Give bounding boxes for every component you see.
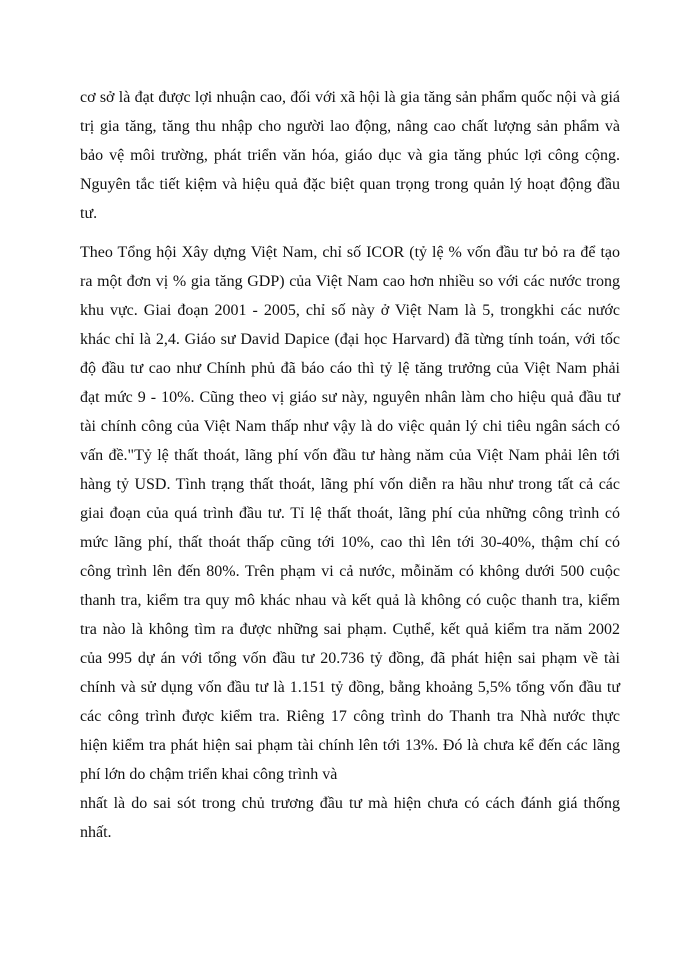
paragraph-3-line: nhất. <box>80 824 112 841</box>
paragraph-1-line: tư. <box>80 205 98 222</box>
paragraph-2-line: hàng tỷ USD. Tình trạng thất thoát, lãng phí vốn diễn ra hầu như trong tất cả các <box>80 476 620 493</box>
paragraph-2-line: các công trình được kiểm tra. Riêng 17 công trình do Thanh tra Nhà nước thực <box>80 708 620 725</box>
paragraph-2-line: giai đoạn của quá trình đầu tư. Tỉ lệ thất thoát, lãng phí của những công trình có <box>80 505 620 522</box>
paragraph-2-line: của 995 dự án với tổng vốn đầu tư 20.736 tỷ đồng, đã phát hiện sai phạm về tài <box>80 650 620 667</box>
paragraph-2-line: khác chỉ là 2,4. Giáo sư David Dapice (đại học Harvard) đã từng tính toán, với tốc <box>80 331 620 348</box>
paragraph-1-line: trị gia tăng, tăng thu nhập cho người lao động, nâng cao chất lượng sản phẩm và <box>80 118 620 135</box>
paragraph-2-line: công trình lên đến 80%. Trên phạm vi cả nước, mỗinăm có không dưới 500 cuộc <box>80 563 620 580</box>
paragraph-1-line: bảo vệ môi trường, phát triển văn hóa, giáo dục và gia tăng phúc lợi công cộng. <box>80 147 620 164</box>
paragraph-2-line: tra nào là không tìm ra được những sai phạm. Cụthể, kết quả kiểm tra năm 2002 <box>80 621 620 638</box>
paragraph-2-line: vấn đề."Tỷ lệ thất thoát, lãng phí vốn đầu tư hàng năm của Việt Nam phải lên tới <box>80 447 620 464</box>
paragraph-2-line: khu vực. Giai đoạn 2001 - 2005, chỉ số này ở Việt Nam là 5, trongkhi các nước <box>80 302 620 319</box>
paragraph-2-line: đạt mức 9 - 10%. Cũng theo vị giáo sư này, nguyên nhân làm cho hiệu quả đầu tư <box>80 389 620 406</box>
paragraph-2-line: tài chính công của Việt Nam thấp như vậy là do việc quản lý chi tiêu ngân sách có <box>80 418 620 435</box>
paragraph-2-line: phí lớn do chậm triển khai công trình và <box>80 766 338 783</box>
paragraph-2-line: Theo Tổng hội Xây dựng Việt Nam, chỉ số ICOR (tỷ lệ % vốn đầu tư bỏ ra để tạo <box>80 244 620 261</box>
paragraph-1-line: cơ sở là đạt được lợi nhuận cao, đối với xã hội là gia tăng sản phẩm quốc nội và giá <box>80 89 620 106</box>
paragraph-2-line: mức lãng phí, thất thoát thấp cũng tới 10%, cao thì lên tới 30-40%, thậm chí có <box>80 534 620 551</box>
paragraph-3-line: nhất là do sai sót trong chủ trương đầu tư mà hiện chưa có cách đánh giá thống <box>80 795 620 812</box>
paragraph-2-line: thanh tra, kiểm tra quy mô khác nhau và kết quả là không có cuộc thanh tra, kiểm <box>80 592 620 609</box>
paragraph-2-line: ra một đơn vị % gia tăng GDP) của Việt Nam cao hơn nhiều so với các nước trong <box>80 273 620 290</box>
paragraph-2-line: hiện kiểm tra phát hiện sai phạm tài chính lên tới 13%. Đó là chưa kể đến các lãng <box>80 737 620 754</box>
paragraph-2-line: chính và sử dụng vốn đầu tư là 1.151 tỷ đồng, bằng khoảng 5,5% tổng vốn đầu tư <box>80 679 620 696</box>
paragraph-2-line: độ đầu tư cao như Chính phủ đã báo cáo thì tỷ lệ tăng trưởng của Việt Nam phải <box>80 360 620 377</box>
paragraph-1-line: Nguyên tắc tiết kiệm và hiệu quả đặc biệt quan trọng trong quản lý hoạt động đầu <box>80 176 620 193</box>
